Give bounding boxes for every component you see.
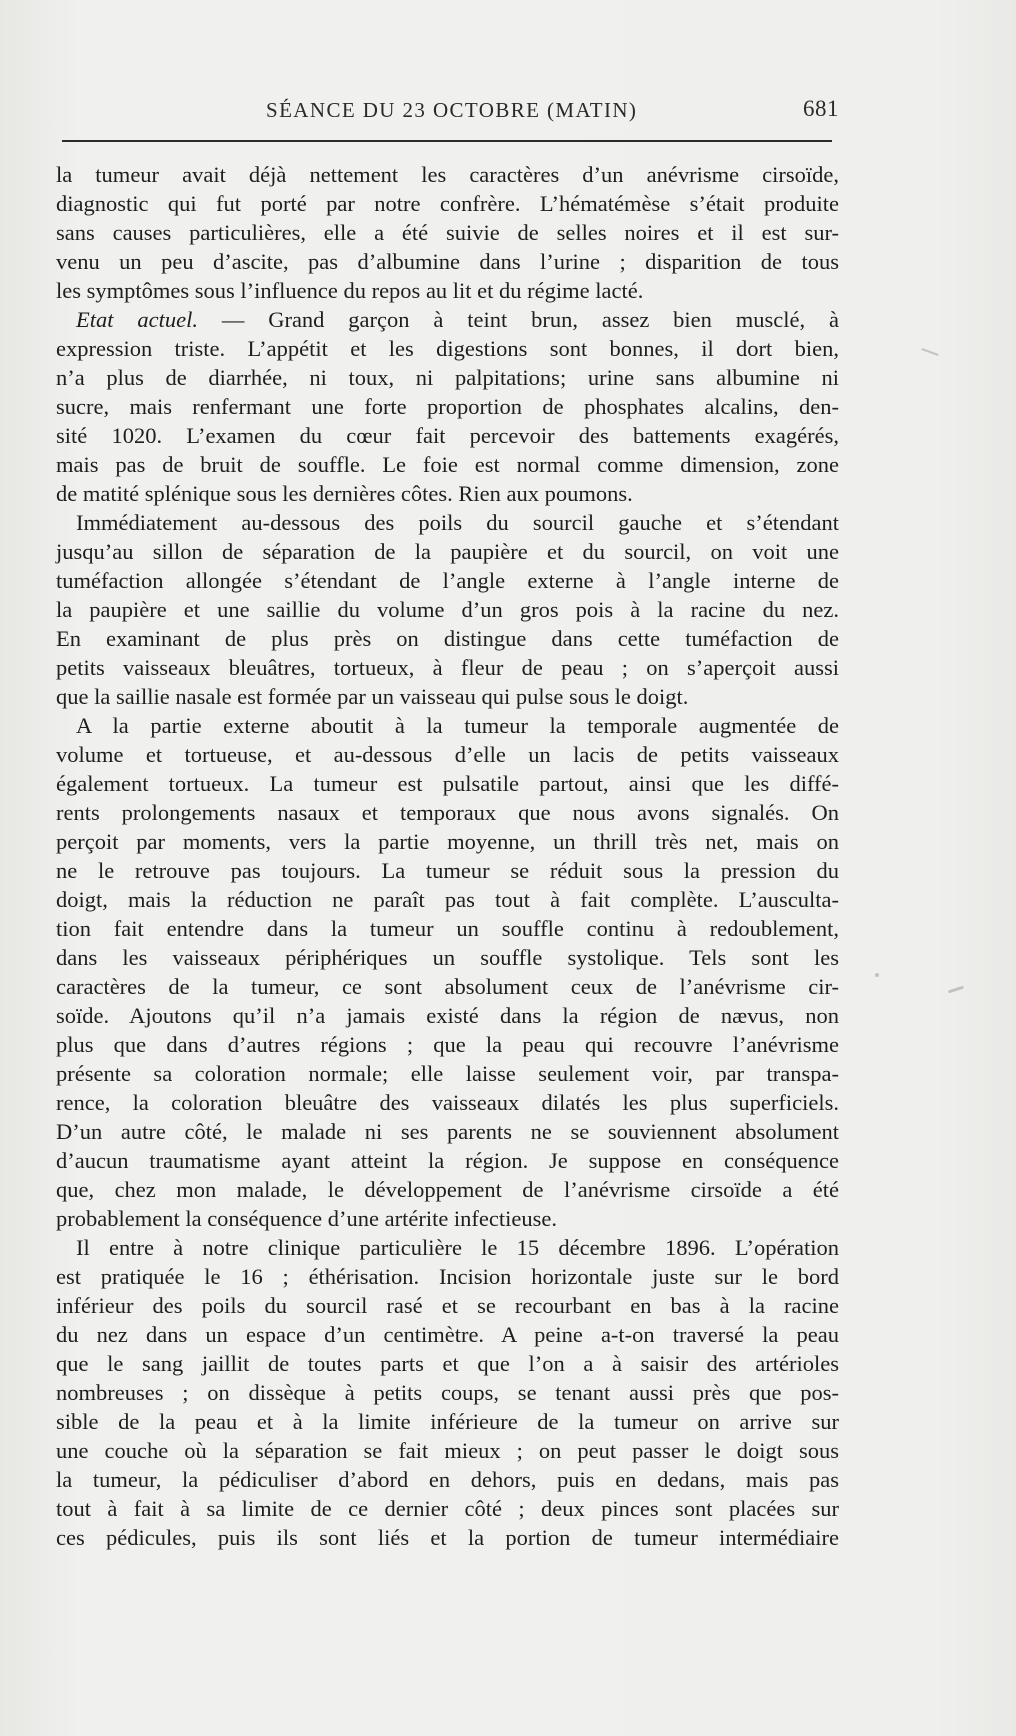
- text-line: [56, 740, 839, 769]
- line-text: la paupière et une saillie du volume d’un gros pois à la racine du nez.: [56, 597, 839, 622]
- line-text: En examinant de plus près on distingue dans cette tuméfaction de: [56, 626, 839, 651]
- text-line: [56, 1146, 839, 1175]
- line-text: tion fait entendre dans la tumeur un souffle continu à redoublement,: [56, 916, 839, 941]
- line-text: jusqu’au sillon de séparation de la paupière et du sourcil, on voit une: [56, 539, 839, 564]
- text-line: [56, 1320, 839, 1349]
- line-text: ces pédicules, puis ils sont liés et la portion de tumeur intermédiaire: [56, 1525, 839, 1550]
- italic-lead: Etat actuel.: [76, 307, 198, 332]
- text-line: [56, 537, 839, 566]
- line-text: dans les vaisseaux périphériques un souffle systolique. Tels sont les: [56, 945, 839, 970]
- line-text: d’aucun traumatisme ayant atteint la région. Je suppose en conséquence: [56, 1148, 839, 1173]
- line-text: rents prolongements nasaux et temporaux que nous avons signalés. On: [56, 800, 839, 825]
- text-line: [56, 450, 839, 479]
- line-text: présente sa coloration normale; elle laisse seulement voir, par transpa-: [56, 1061, 839, 1086]
- text-line: [56, 1175, 839, 1204]
- line-text: Il entre à notre clinique particulière le 15 décembre 1896. L’opération: [76, 1235, 839, 1260]
- text-line: [56, 392, 839, 421]
- line-text: plus que dans d’autres régions ; que la peau qui recouvre l’anévrisme: [56, 1032, 839, 1057]
- text-line: [56, 1407, 839, 1436]
- text-line: [56, 769, 839, 798]
- line-text: la tumeur avait déjà nettement les caractères d’un anévrisme cirsoïde,: [56, 162, 839, 187]
- page-header: [56, 98, 839, 128]
- line-text: — Grand garçon à teint brun, assez bien musclé, à: [197, 307, 839, 332]
- line-text: tout à fait à sa limite de ce dernier côté ; deux pinces sont placées sur: [56, 1496, 839, 1521]
- text-line: [56, 595, 839, 624]
- text-line: [56, 160, 839, 189]
- line-text: petits vaisseaux bleuâtres, tortueux, à fleur de peau ; on s’aperçoit aussi: [56, 655, 839, 680]
- text-line: [56, 276, 839, 305]
- line-text: que, chez mon malade, le développement de l’anévrisme cirsoïde a été: [56, 1177, 839, 1202]
- line-text: mais pas de bruit de souffle. Le foie est normal comme dimension, zone: [56, 452, 839, 477]
- text-line: [56, 943, 839, 972]
- header-rule: [62, 140, 832, 142]
- text-line: [56, 218, 839, 247]
- line-text: caractères de la tumeur, ce sont absolument ceux de l’anévrisme cir-: [56, 974, 839, 999]
- line-text: sible de la peau et à la limite inférieure de la tumeur on arrive sur: [56, 1409, 839, 1434]
- line-text: A la partie externe aboutit à la tumeur la temporale augmentée de: [76, 713, 839, 738]
- text-line: [56, 1233, 839, 1262]
- text-line: [56, 1262, 839, 1291]
- text-line: [56, 1465, 839, 1494]
- line-text: est pratiquée le 16 ; éthérisation. Incision horizontale juste sur le bord: [56, 1264, 839, 1289]
- line-text: soïde. Ajoutons qu’il n’a jamais existé dans la région de nævus, non: [56, 1003, 839, 1028]
- text-line: [56, 334, 839, 363]
- text-line: [56, 1059, 839, 1088]
- text-line: [56, 1436, 839, 1465]
- text-line: [56, 1523, 839, 1552]
- line-text: venu un peu d’ascite, pas d’albumine dans l’urine ; disparition de tous: [56, 249, 839, 274]
- line-text: les symptômes sous l’influence du repos au lit et du régime lacté.: [56, 278, 644, 303]
- text-line: [56, 508, 839, 537]
- line-text: probablement la conséquence d’une artérite infectieuse.: [56, 1206, 558, 1231]
- line-text: doigt, mais la réduction ne paraît pas tout à fait complète. L’ausculta-: [56, 887, 839, 912]
- margin-mark: [948, 986, 964, 994]
- text-line: [56, 1204, 839, 1233]
- line-text: ne le retrouve pas toujours. La tumeur se réduit sous la pression du: [56, 858, 839, 883]
- line-text: de matité splénique sous les dernières côtes. Rien aux poumons.: [56, 481, 633, 506]
- line-text: du nez dans un espace d’un centimètre. A peine a-t-on traversé la peau: [56, 1322, 839, 1347]
- text-line: [56, 1494, 839, 1523]
- line-text: sans causes particulières, elle a été suivie de selles noires et il est sur-: [56, 220, 839, 245]
- line-text: perçoit par moments, vers la partie moyenne, un thrill très net, mais on: [56, 829, 839, 854]
- page-number: 681: [803, 96, 839, 121]
- text-line: [56, 624, 839, 653]
- margin-mark: [921, 348, 939, 356]
- text-line: [56, 1291, 839, 1320]
- text-line: [56, 682, 839, 711]
- running-head: SÉANCE DU 23 OCTOBRE (MATIN): [266, 98, 638, 122]
- text-line: [56, 914, 839, 943]
- line-text: tuméfaction allongée s’étendant de l’angle externe à l’angle interne de: [56, 568, 839, 593]
- text-line: [56, 1088, 839, 1117]
- text-line: [56, 711, 839, 740]
- line-text: la tumeur, la pédiculiser d’abord en dehors, puis en dedans, mais pas: [56, 1467, 839, 1492]
- text-line: [56, 885, 839, 914]
- line-text: une couche où la séparation se fait mieux ; on peut passer le doigt sous: [56, 1438, 839, 1463]
- line-text: D’un autre côté, le malade ni ses parents ne se souviennent absolument: [56, 1119, 839, 1144]
- text-line: [56, 972, 839, 1001]
- text-line: [56, 421, 839, 450]
- line-text: rence, la coloration bleuâtre des vaisseaux dilatés les plus superficiels.: [56, 1090, 839, 1115]
- line-text: volume et tortueuse, et au-dessous d’elle un lacis de petits vaisseaux: [56, 742, 839, 767]
- line-text: que la saillie nasale est formée par un vaisseau qui pulse sous le doigt.: [56, 684, 689, 709]
- line-text: diagnostic qui fut porté par notre confrère. L’hématémèse s’était produite: [56, 191, 839, 216]
- text-line: [56, 827, 839, 856]
- line-text: sucre, mais renfermant une forte proportion de phosphates alcalins, den-: [56, 394, 839, 419]
- line-text: sité 1020. L’examen du cœur fait percevoir des battements exagérés,: [56, 423, 839, 448]
- text-line: [56, 305, 839, 334]
- text-line: [56, 1117, 839, 1146]
- line-text: que le sang jaillit de toutes parts et que l’on a à saisir des artérioles: [56, 1351, 839, 1376]
- line-text: expression triste. L’appétit et les digestions sont bonnes, il dort bien,: [56, 336, 839, 361]
- line-text: n’a plus de diarrhée, ni toux, ni palpitations; urine sans albumine ni: [56, 365, 839, 390]
- line-text: nombreuses ; on dissèque à petits coups, se tenant aussi près que pos-: [56, 1380, 839, 1405]
- text-line: [56, 1030, 839, 1059]
- text-line: [56, 1001, 839, 1030]
- body-text: [56, 160, 839, 1552]
- line-text: Immédiatement au-dessous des poils du sourcil gauche et s’étendant: [76, 510, 839, 535]
- text-line: [56, 1378, 839, 1407]
- line-text: également tortueux. La tumeur est pulsatile partout, ainsi que les diffé-: [56, 771, 839, 796]
- text-line: [56, 653, 839, 682]
- text-line: [56, 479, 839, 508]
- text-line: [56, 189, 839, 218]
- text-line: [56, 566, 839, 595]
- margin-mark: [875, 973, 879, 977]
- text-line: [56, 1349, 839, 1378]
- text-line: [56, 798, 839, 827]
- text-line: [56, 856, 839, 885]
- text-line: [56, 363, 839, 392]
- line-text: inférieur des poils du sourcil rasé et se recourbant en bas à la racine: [56, 1293, 839, 1318]
- text-line: [56, 247, 839, 276]
